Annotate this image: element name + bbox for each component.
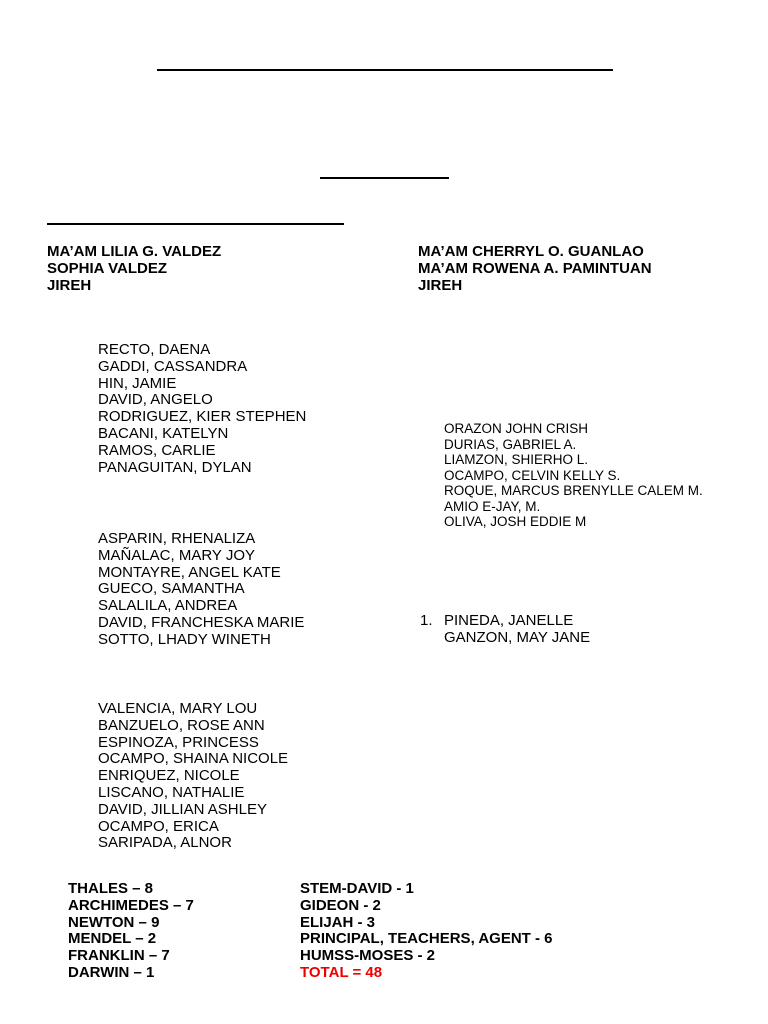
left-group-1 (98, 342, 306, 476)
list-item: RAMOS, CARLIE (98, 441, 216, 459)
list-item: GANZON, MAY JANE (444, 628, 591, 646)
left-group-3 (98, 701, 288, 852)
left-group-2 (98, 531, 304, 649)
list-item: LISCANO, NATHALIE (98, 783, 245, 801)
total-count: TOTAL = 48 (300, 963, 383, 981)
list-item: DURIAS, GABRIEL A. (444, 436, 577, 452)
right-group-1 (444, 421, 703, 530)
list-item: AMIO E-JAY, M. (444, 498, 541, 514)
list-item: OCAMPO, ERICA (98, 817, 219, 835)
list-item: BANZUELO, ROSE ANN (98, 716, 265, 734)
summary-item: STEM-DAVID - 1 (300, 880, 414, 897)
list-item: DAVID, JILLIAN ASHLEY (98, 800, 267, 818)
summary-right (300, 881, 553, 982)
summary-item: ELIJAH - 3 (300, 913, 376, 931)
numbered-item (420, 613, 590, 630)
list-item: PINEDA, JANELLE (444, 612, 574, 629)
summary-item: ARCHIMEDES – 7 (68, 896, 194, 914)
list-item: SOTTO, LHADY WINETH (98, 630, 271, 648)
right-header-line: JIREH (418, 276, 463, 294)
list-item: OLIVA, JOSH EDDIE M (444, 514, 587, 529)
list-item: HIN, JAMIE (98, 374, 177, 392)
list-item: PANAGUITAN, DYLAN (98, 458, 252, 476)
list-item: GADDI, CASSANDRA (98, 357, 248, 375)
list-item: MONTAYRE, ANGEL KATE (98, 563, 281, 581)
right-group-2 (420, 613, 590, 647)
left-header-line: MA’AM LILIA G. VALDEZ (47, 243, 222, 260)
list-item: ASPARIN, RHENALIZA (98, 530, 256, 547)
list-item: OCAMPO, SHAINA NICOLE (98, 750, 289, 768)
list-item: SARIPADA, ALNOR (98, 834, 232, 852)
right-header (418, 244, 652, 294)
left-header (47, 244, 221, 294)
list-item: GUECO, SAMANTHA (98, 580, 245, 598)
summary-item: GIDEON - 2 (300, 896, 381, 914)
title-rule (157, 69, 613, 71)
left-header-line: JIREH (47, 276, 92, 294)
summary-item: MENDEL – 2 (68, 930, 157, 948)
list-item: LIAMZON, SHIERHO L. (444, 452, 589, 467)
left-header-line: SOPHIA VALDEZ (47, 259, 168, 277)
list-item: RODRIGUEZ, KIER STEPHEN (98, 408, 307, 426)
list-item: OCAMPO, CELVIN KELLY S. (444, 467, 621, 483)
section-rule (47, 223, 344, 225)
right-header-line: MA’AM CHERRYL O. GUANLAO (418, 243, 644, 260)
list-item: RECTO, DAENA (98, 341, 211, 358)
summary-item: PRINCIPAL, TEACHERS, AGENT - 6 (300, 930, 553, 948)
list-item: DAVID, FRANCHESKA MARIE (98, 613, 305, 631)
list-item: ORAZON JOHN CRISH (444, 421, 589, 436)
summary-left (68, 881, 194, 982)
right-header-line: MA’AM ROWENA A. PAMINTUAN (418, 259, 652, 277)
list-item: DAVID, ANGELO (98, 391, 213, 409)
summary-item: NEWTON – 9 (68, 913, 160, 931)
list-item: VALENCIA, MARY LOU (98, 700, 258, 717)
subtitle-rule (320, 177, 449, 179)
list-item: MAÑALAC, MARY JOY (98, 546, 255, 564)
list-item: ENRIQUEZ, NICOLE (98, 767, 240, 785)
item-number: 1. (420, 612, 433, 629)
summary-item: THALES – 8 (68, 880, 154, 897)
list-item: ESPINOZA, PRINCESS (98, 733, 259, 751)
list-item: BACANI, KATELYN (98, 424, 229, 442)
list-item: SALALILA, ANDREA (98, 597, 238, 615)
list-item: ROQUE, MARCUS BRENYLLE CALEM M. (444, 483, 703, 498)
summary-item: HUMSS-MOSES - 2 (300, 947, 436, 965)
summary-item: DARWIN – 1 (68, 963, 155, 981)
summary-item: FRANKLIN – 7 (68, 947, 170, 965)
